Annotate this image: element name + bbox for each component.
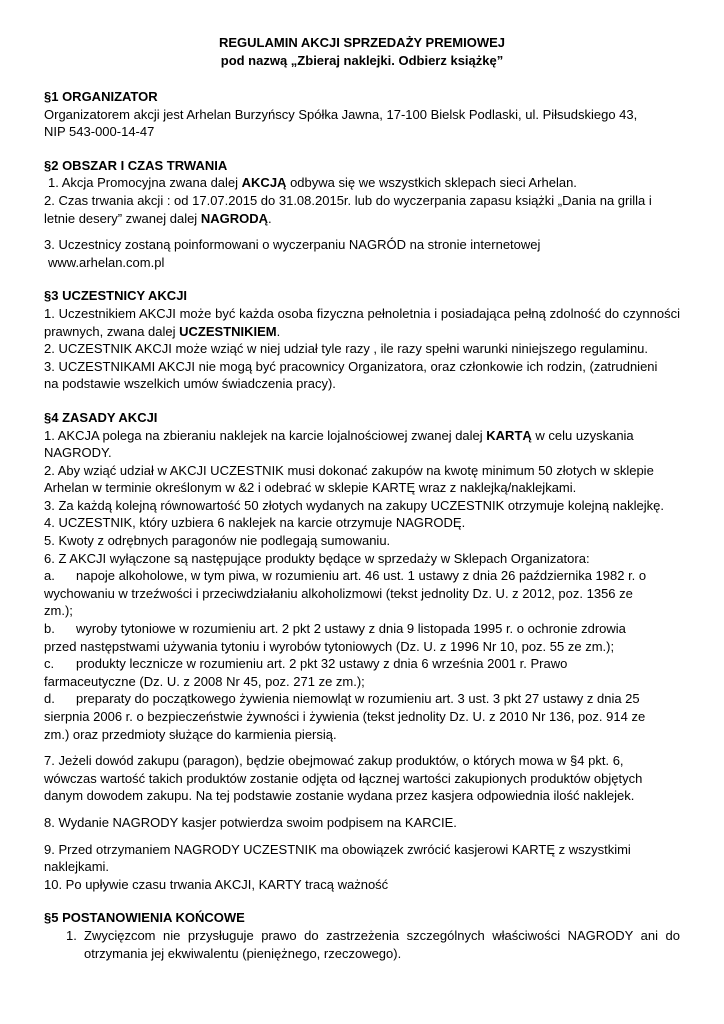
section-final-provisions bbox=[44, 909, 680, 962]
paragraph-7 bbox=[44, 752, 680, 805]
section-heading: §1 ORGANIZATOR bbox=[44, 89, 158, 104]
text: przed następstwami używania tytoniu i wyrobów tytoniowych (Dz. U. z 1996 Nr 10, poz. 55 ze zm.); bbox=[44, 638, 615, 654]
section-participants bbox=[44, 287, 680, 393]
item-letter: c. bbox=[44, 656, 55, 672]
paragraph: 6. Z AKCJI wyłączone są następujące produkty będące w sprzedaży w Sklepach Organizatora: bbox=[44, 550, 590, 566]
text: 7. Jeżeli dowód zakupu (paragon), będzie obejmować zakup produktów, o których mowa w §4 pkt. 6, bbox=[44, 753, 624, 769]
list-item bbox=[66, 927, 680, 962]
text: produkty lecznicze w rozumieniu art. 2 pkt 32 ustawy z dnia 6 września 2001 r. Prawo bbox=[76, 656, 568, 672]
text: odbywa się we wszystkich sklepach sieci Arhelan. bbox=[286, 175, 577, 191]
section-heading: §4 ZASADY AKCJI bbox=[44, 409, 158, 425]
paragraph: 2. Aby wziąć udział w AKCJI UCZESTNIK musi dokonać zakupów na kwotę minimum 50 złotych w sklepie bbox=[44, 462, 654, 478]
paragraph bbox=[44, 427, 680, 462]
text: farmaceutyczne (Dz. U. z 2008 Nr 45, poz. 271 ze zm.); bbox=[44, 673, 365, 689]
section-area-and-duration bbox=[44, 157, 680, 272]
paragraph: 5. Kwoty z odrębnych paragonów nie podlegają sumowaniu. bbox=[44, 533, 391, 549]
title-line-2: pod nazwą „Zbieraj naklejki. Odbierz książkę” bbox=[220, 53, 504, 68]
paragraph-8: 8. Wydanie NAGRODY kasjer potwierdza swoim podpisem na KARCIE. bbox=[44, 814, 457, 830]
exclusion-item-b bbox=[44, 620, 680, 655]
document-title bbox=[44, 34, 680, 70]
text: 2. Czas trwania akcji : od 17.07.2015 do 31.08.2015r. lub do wyczerpania zapasu książki „Dania na grilla i letnie desery” zwanej dalej bbox=[44, 192, 652, 226]
exclusion-item-d bbox=[44, 690, 680, 743]
paragraph bbox=[44, 305, 680, 340]
section-heading: §2 OBSZAR I CZAS TRWANIA bbox=[44, 157, 228, 173]
text: danym dowodem zakupu. Na tej podstawie zostanie wydana przez kasjera odpowiednia ilość naklejek. bbox=[44, 788, 635, 804]
text: . bbox=[276, 323, 281, 339]
item-letter: a. bbox=[44, 568, 55, 584]
organizer-text: Organizatorem akcji jest Arhelan Burzyńscy Spółka Jawna, 17-100 Bielsk Podlaski, ul. Piłsudskiego 43, bbox=[44, 106, 638, 122]
text: wówczas wartość takich produktów zostanie odjęta od łącznej wartości zakupionych produktów objętych bbox=[44, 770, 643, 786]
section-heading: §5 POSTANOWIENIA KOŃCOWE bbox=[44, 910, 245, 926]
paragraph-10: 10. Po upływie czasu trwania AKCJI, KARTY tracą ważność bbox=[44, 876, 389, 892]
text: 1. Uczestnikiem AKCJI może być każda osoba fizyczna pełnoletnia i posiadająca pełną zdolność do czynności prawnych, zwana dalej bbox=[44, 305, 680, 339]
paragraph bbox=[44, 192, 680, 227]
item-letter: d. bbox=[44, 691, 55, 707]
text: 1. Akcja Promocyjna zwana dalej bbox=[48, 175, 242, 191]
text: zm.) oraz przedmioty służące do karmienia piersią. bbox=[44, 726, 337, 742]
bold-term: UCZESTNIKIEM bbox=[179, 323, 277, 339]
bold-term: KARTĄ bbox=[486, 427, 532, 443]
section-heading: §3 UCZESTNICY AKCJI bbox=[44, 288, 188, 304]
paragraph: na podstawie wszelkich umów świadczenia pracy). bbox=[44, 376, 336, 392]
item-number: 1. bbox=[66, 927, 77, 943]
paragraph: Arhelan w terminie określonym w &2 i odebrać w sklepie KARTĘ wraz z naklejką/naklejkami. bbox=[44, 480, 577, 496]
paragraph: 2. UCZESTNIK AKCJI może wziąć w niej udział tyle razy , ile razy spełni warunki niniejszego regulaminu. bbox=[44, 341, 649, 357]
paragraph: 3. Za każdą kolejną równowartość 50 złotych wydanych na zakupy UCZESTNIK otrzymuje kolejną naklejkę. bbox=[44, 497, 664, 513]
text: 1. AKCJA polega na zbieraniu naklejek na karcie lojalnościowej zwanej dalej bbox=[44, 427, 487, 443]
text: sierpnia 2006 r. o bezpieczeństwie żywności i żywienia (tekst jednolity Dz. U. z 2010 Nr 136, poz. 914 ze bbox=[44, 709, 646, 724]
bold-term: NAGRODĄ bbox=[200, 210, 268, 226]
text: wyroby tytoniowe w rozumieniu art. 2 pkt 2 ustawy z dnia 9 listopada 1995 r. o ochronie zdrowia bbox=[76, 621, 626, 637]
text: w celu uzyskania NAGRODY. bbox=[44, 427, 634, 461]
item-text: Zwycięzcom nie przysługuje prawo do zastrzeżenia szczególnych właściwości NAGRODY ani do otrzymania jej ekwiwalentu (pieniężnego, rzeczowego). bbox=[84, 927, 680, 961]
website-url: www.arhelan.com.pl bbox=[48, 254, 165, 270]
text: 9. Przed otrzymaniem NAGRODY UCZESTNIK ma obowiązek zwrócić kasjerowi KARTĘ z wszystkimi bbox=[44, 841, 631, 857]
section-organizer bbox=[44, 88, 680, 141]
paragraph: 4. UCZESTNIK, który uzbiera 6 naklejek na karcie otrzymuje NAGRODĘ. bbox=[44, 515, 466, 531]
section-rules bbox=[44, 409, 680, 893]
exclusion-item-c bbox=[44, 655, 680, 690]
title-line-1: REGULAMIN AKCJI SPRZEDAŻY PREMIOWEJ bbox=[218, 35, 506, 50]
organizer-nip: NIP 543-000-14-47 bbox=[44, 124, 155, 140]
bold-term: AKCJĄ bbox=[241, 175, 287, 191]
paragraph-9 bbox=[44, 841, 680, 876]
text: napoje alkoholowe, w tym piwa, w rozumieniu art. 46 ust. 1 ustawy z dnia 26 października 1982 r. o bbox=[76, 568, 647, 584]
text: preparaty do początkowego żywienia niemowląt w rozumieniu art. 3 ust. 3 pkt 27 ustawy z dnia 25 bbox=[76, 691, 640, 707]
paragraph: 3. Uczestnicy zostaną poinformowani o wyczerpaniu NAGRÓD na stronie internetowej bbox=[44, 237, 541, 253]
text: zm.); bbox=[44, 603, 73, 619]
text: naklejkami. bbox=[44, 859, 110, 875]
text: . bbox=[267, 210, 272, 226]
paragraph bbox=[44, 174, 680, 192]
item-letter: b. bbox=[44, 621, 55, 637]
exclusion-item-a bbox=[44, 567, 680, 620]
paragraph: 3. UCZESTNIKAMI AKCJI nie mogą być pracownicy Organizatora, oraz członkowie ich rodzin, (zatrudnieni bbox=[44, 358, 658, 374]
text: wychowaniu w trzeźwości i przeciwdziałaniu alkoholizmowi (tekst jednolity Dz. U. z 2012, poz. 1356 ze bbox=[44, 585, 633, 601]
